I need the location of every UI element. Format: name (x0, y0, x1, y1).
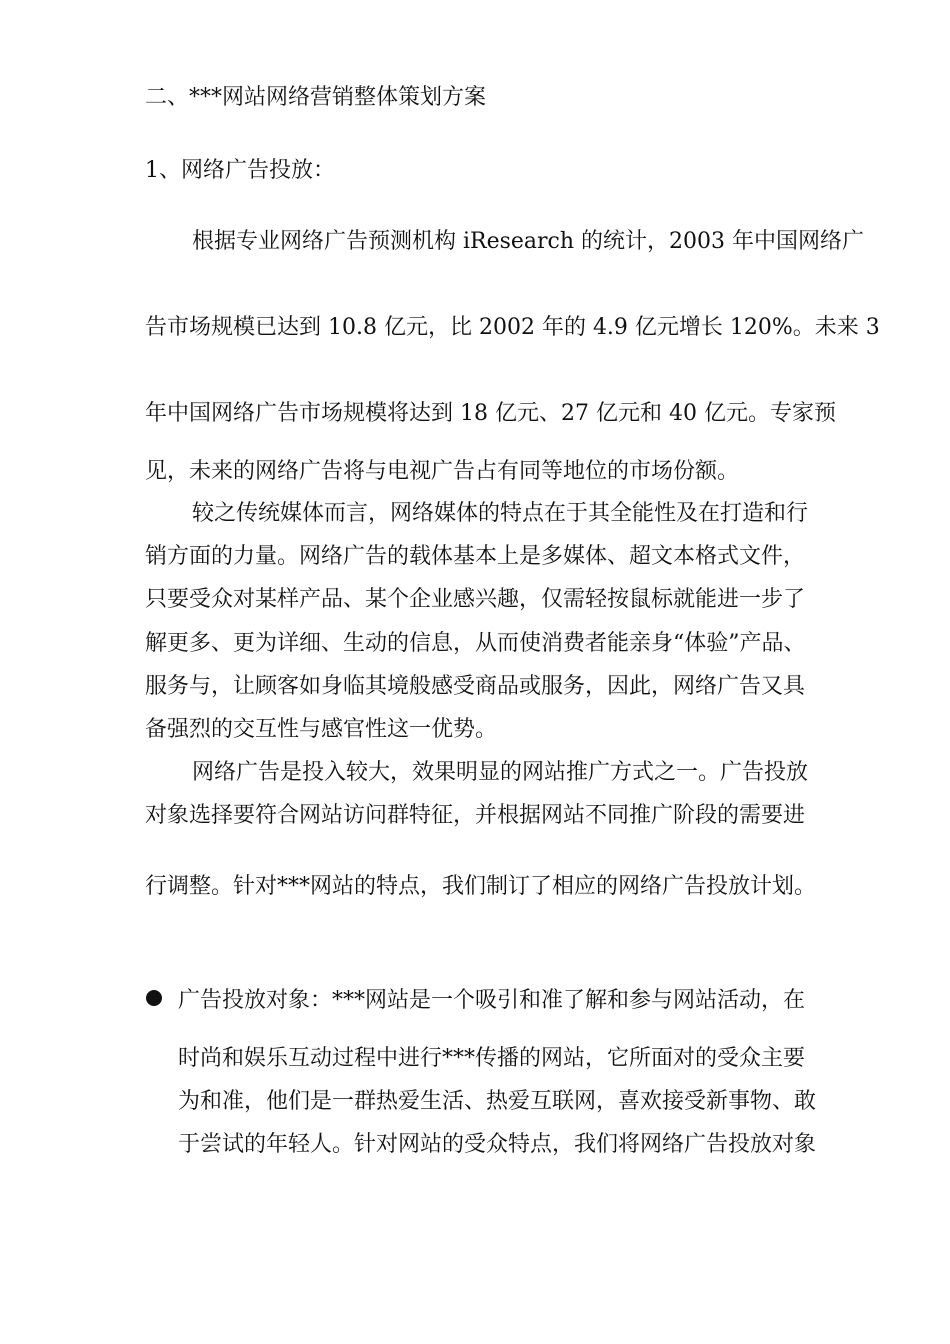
paragraph-3-line-2: 对象选择要符合网站访问群特征，并根据网站不同推广阶段的需要进 (145, 803, 806, 828)
paragraph-3-line-1: 网络广告是投入较大，效果明显的网站推广方式之一。广告投放 (192, 760, 809, 785)
subsection-heading: 1、网络广告投放： (145, 158, 335, 183)
paragraph-2-line-2: 销方面的力量。网络广告的载体基本上是多媒体、超文本格式文件， (145, 544, 806, 569)
paragraph-2-line-6: 备强烈的交互性与感官性这一优势。 (145, 717, 498, 742)
paragraph-1-line-2: 告市场规模已达到 10.8 亿元，比 2002 年的 4.9 亿元增长 120%。未来 3 (145, 315, 880, 340)
paragraph-2-line-4: 解更多、更为详细、生动的信息，从而使消费者能亲身“体验”产品、 (145, 631, 806, 656)
paragraph-1-line-1: 根据专业网络广告预测机构 iResearch 的统计，2003 年中国网络广 (192, 229, 865, 254)
paragraph-3-line-3: 行调整。针对***网站的特点，我们制订了相应的网络广告投放计划。 (145, 874, 817, 899)
paragraph-2-line-1: 较之传统媒体而言，网络媒体的特点在于其全能性及在打造和行 (192, 501, 809, 526)
paragraph-2-line-5: 服务与，让顾客如身临其境般感受商品或服务，因此，网络广告又具 (145, 674, 806, 699)
paragraph-2-line-3: 只要受众对某样产品、某个企业感兴趣，仅需轻按鼠标就能进一步了 (145, 587, 806, 612)
bullet-1-line-4: 于尝试的年轻人。针对网站的受众特点，我们将网络广告投放对象 (178, 1132, 817, 1157)
bullet-1-line-3: 为和准，他们是一群热爱生活、热爱互联网，喜欢接受新事物、敢 (178, 1089, 817, 1114)
bullet-dot-icon (146, 990, 162, 1006)
bullet-1-line-1: 广告投放对象：***网站是一个吸引和准了解和参与网站活动，在 (178, 988, 806, 1013)
paragraph-1-line-4: 见，未来的网络广告将与电视广告占有同等地位的市场份额。 (145, 459, 740, 484)
paragraph-1-line-3: 年中国网络广告市场规模将达到 18 亿元、27 亿元和 40 亿元。专家预 (145, 401, 836, 426)
bullet-1-line-2: 时尚和娱乐互动过程中进行***传播的网站，它所面对的受众主要 (178, 1046, 806, 1071)
section-heading: 二、***网站网络营销整体策划方案 (145, 85, 487, 110)
